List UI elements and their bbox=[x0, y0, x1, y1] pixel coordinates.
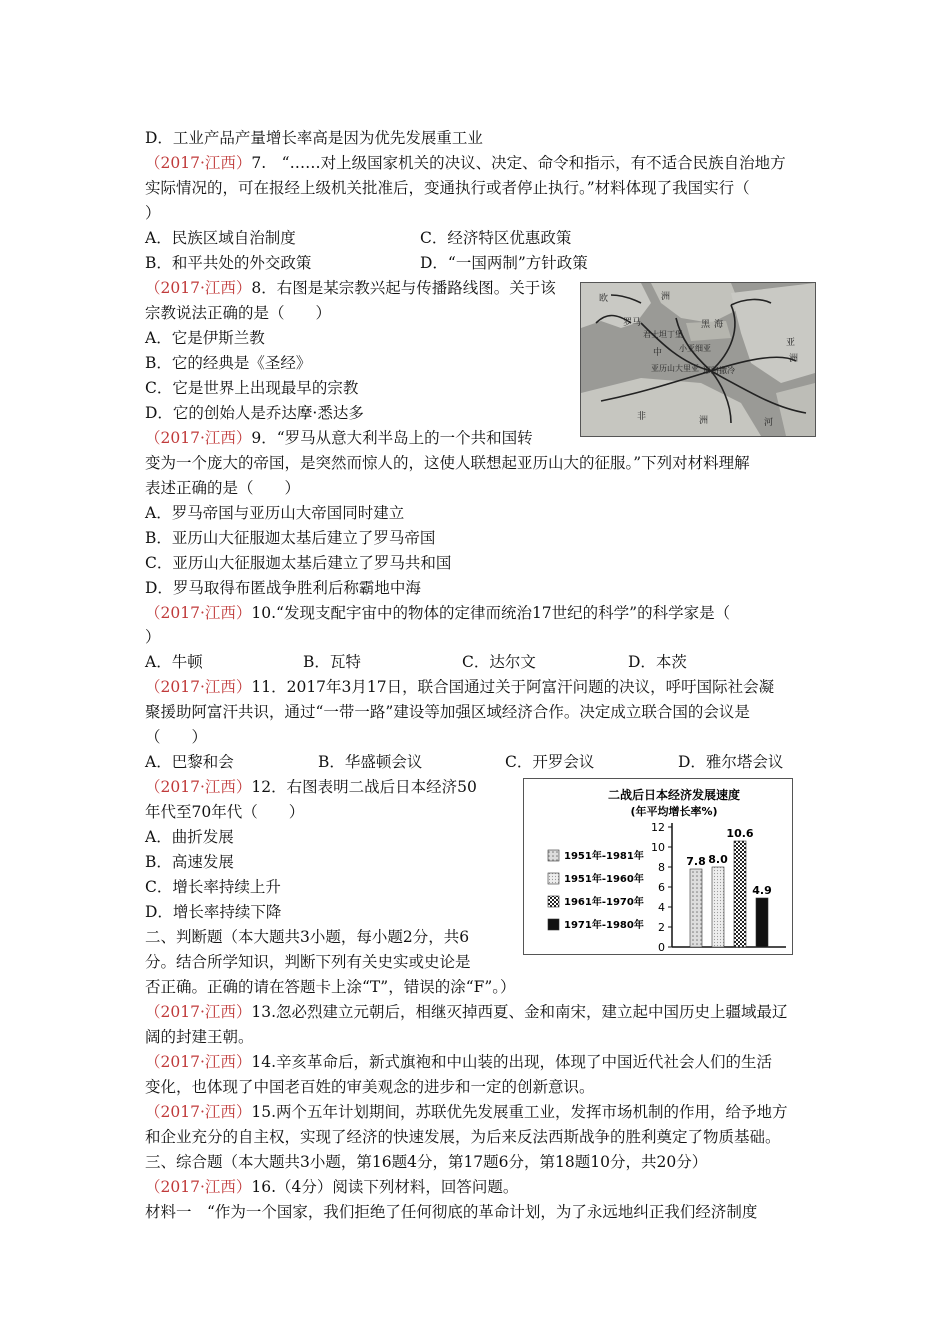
q12-option-a: A．曲折发展 bbox=[145, 828, 234, 846]
africa-land bbox=[581, 378, 761, 436]
asia-land bbox=[731, 283, 815, 383]
map-label-rome: 罗马 bbox=[623, 318, 642, 328]
sec2-line-1: 二、判断题（本大题共3小题，每小题2分，共6 bbox=[145, 928, 470, 946]
q11-option-a: A．巴黎和会 bbox=[145, 753, 234, 771]
q8-line-1 bbox=[145, 278, 556, 298]
q14-source: （2017·江西） bbox=[145, 1053, 252, 1071]
q15-text-1: 15.两个五年计划期间，苏联优先发展重工业，发挥市场机制的作用，给予地方 bbox=[251, 1103, 788, 1121]
sec2-line-3: 否正确。正确的请在答题卡上涂“T”，错误的涂“F”。） bbox=[145, 978, 516, 996]
q8-source: （2017·江西） bbox=[145, 279, 252, 297]
q10-option-b: B．瓦特 bbox=[303, 653, 361, 671]
y-tick-label: 4 bbox=[658, 901, 665, 914]
q12-source: （2017·江西） bbox=[145, 778, 252, 796]
y-tick-label: 0 bbox=[658, 941, 665, 954]
q7-source: （2017·江西） bbox=[145, 154, 252, 172]
arabia-land bbox=[776, 383, 815, 436]
q8-option-d: D．它的创始人是乔达摩·悉达多 bbox=[145, 404, 364, 422]
map-label-he: 河 bbox=[764, 418, 774, 428]
q11-line-1 bbox=[145, 677, 774, 697]
q9-line-1 bbox=[145, 428, 533, 448]
q16-text-1: 16.（4分）阅读下列材料，回答问题。 bbox=[251, 1178, 519, 1196]
sec3-heading: 三、综合题（本大题共3小题，第16题4分，第17题6分，第18题10分，共20分） bbox=[145, 1153, 708, 1171]
q8-option-c: C．它是世界上出现最早的宗教 bbox=[145, 379, 359, 397]
legend-label: 1961年-1970年 bbox=[564, 897, 644, 908]
q7-option-b: B．和平共处的外交政策 bbox=[145, 254, 312, 272]
legend-swatch-1 bbox=[548, 850, 559, 861]
q11-line-2: 聚援助阿富汗共识，通过“一带一路”建设等加强区域经济合作。决定成立联合国的会议是 bbox=[145, 703, 750, 721]
q12-option-b: B．高速发展 bbox=[145, 853, 234, 871]
map-label-constantinople: 君士坦丁堡 bbox=[643, 330, 683, 339]
legend-swatch-3 bbox=[548, 896, 559, 907]
q9-line-3: 表述正确的是（ ） bbox=[145, 479, 301, 497]
map-drawing bbox=[581, 283, 815, 436]
q8-option-a: A．它是伊斯兰教 bbox=[145, 329, 265, 347]
q6-option-d: D．工业产品产量增长率高是因为优先发展重工业 bbox=[145, 129, 483, 147]
map-label-asia-minor: 小亚细亚 bbox=[679, 344, 711, 353]
q9-option-c: C．亚历山大征服迦太基后建立了罗马共和国 bbox=[145, 554, 452, 572]
q8-option-b: B．它的经典是《圣经》 bbox=[145, 354, 312, 372]
q10-text-1: 10.“发现支配宇宙中的物体的定律而统治17世纪的科学”的科学家是（ bbox=[251, 604, 731, 622]
q12-text-1: 12．右图表明二战后日本经济50 bbox=[251, 778, 477, 796]
map-label-sea: 海 bbox=[714, 320, 724, 330]
y-tick-label: 12 bbox=[651, 821, 665, 834]
bar-value-label: 10.6 bbox=[726, 827, 754, 840]
chart-svg bbox=[524, 779, 792, 954]
q13-source: （2017·江西） bbox=[145, 1003, 252, 1021]
q10-line-2: ） bbox=[145, 628, 161, 646]
q14-line-1 bbox=[145, 1052, 772, 1072]
y-tick-label: 6 bbox=[658, 881, 665, 894]
y-tick-label: 2 bbox=[658, 921, 665, 934]
q12-option-c: C．增长率持续上升 bbox=[145, 878, 281, 896]
y-tick-label: 8 bbox=[658, 861, 665, 874]
q13-line-1 bbox=[145, 1002, 788, 1022]
q10-option-a: A．牛顿 bbox=[145, 653, 203, 671]
q13-line-2: 阔的封建王朝。 bbox=[145, 1028, 254, 1046]
map-label-zhou1: 洲 bbox=[661, 292, 671, 302]
q16-line-1 bbox=[145, 1177, 518, 1197]
q9-text-1: 9．“罗马从意大利半岛上的一个共和国转 bbox=[251, 429, 533, 447]
map-label-ya: 亚 bbox=[786, 338, 796, 348]
q7-line-2: 实际情况的，可在报经上级机关批准后，变通执行或者停止执行。”材料体现了我国实行（ bbox=[145, 179, 750, 197]
map-label-fei: 非 bbox=[637, 412, 647, 422]
q14-text-1: 14.辛亥革命后，新式旗袍和中山装的出现，体现了中国近代社会人们的生活 bbox=[251, 1053, 773, 1071]
q11-option-d: D．雅尔塔会议 bbox=[678, 753, 784, 771]
q8-line-2: 宗教说法正确的是（ ） bbox=[145, 304, 332, 322]
q9-option-d: D．罗马取得布匿战争胜利后称霸地中海 bbox=[145, 579, 421, 597]
q12-option-d: D．增长率持续下降 bbox=[145, 903, 282, 921]
q9-option-b: B．亚历山大征服迦太基后建立了罗马帝国 bbox=[145, 529, 436, 547]
q7-text-1: 7. “……对上级国家机关的决议、决定、命令和指示，有不适合民族自治地方 bbox=[251, 154, 786, 172]
q10-option-c: C．达尔文 bbox=[462, 653, 536, 671]
legend-label: 1951年-1960年 bbox=[564, 874, 644, 885]
q12-line-2: 年代至70年代（ ） bbox=[145, 803, 305, 821]
map-label-zhou2: 洲 bbox=[789, 354, 799, 364]
q15-line-2: 和企业充分的自主权，实现了经济的快速发展，为后来反法西斯战争的胜利奠定了物质基础。 bbox=[145, 1128, 781, 1146]
q7-option-c: C．经济特区优惠政策 bbox=[420, 229, 572, 247]
bar-value-label: 4.9 bbox=[752, 884, 772, 897]
map-label-zhou3: 洲 bbox=[699, 416, 709, 426]
chart-title: 二战后日本经济发展速度 bbox=[607, 788, 741, 802]
map-label-black: 黑 bbox=[701, 320, 711, 330]
bar-value-label: 7.8 bbox=[686, 855, 706, 868]
map-label-alexandria: 亚历山大里亚 bbox=[651, 364, 699, 373]
chart-subtitle: (年平均增长率%) bbox=[630, 805, 718, 818]
q10-source: （2017·江西） bbox=[145, 604, 252, 622]
bar-2 bbox=[712, 867, 724, 947]
q9-source: （2017·江西） bbox=[145, 429, 252, 447]
q7-option-d: D．“一国两制”方针政策 bbox=[420, 254, 588, 272]
q7-option-a: A．民族区域自治制度 bbox=[145, 229, 296, 247]
legend-label: 1971年-1980年 bbox=[564, 920, 644, 931]
sec2-line-2: 分。结合所学知识，判断下列有关史实或史论是 bbox=[145, 953, 471, 971]
q11-source: （2017·江西） bbox=[145, 678, 252, 696]
bar-1 bbox=[690, 869, 702, 947]
q9-option-a: A．罗马帝国与亚历山大帝国同时建立 bbox=[145, 504, 405, 522]
map-label-zhong: 中 bbox=[653, 348, 663, 358]
q10-option-d: D．本茨 bbox=[628, 653, 687, 671]
q11-text-1: 11．2017年3月17日，联合国通过关于阿富汗问题的决议，呼吁国际社会凝 bbox=[251, 678, 775, 696]
q13-text-1: 13.忽必烈建立元朝后，相继灭掉西夏、金和南宋，建立起中国历史上疆域最辽 bbox=[251, 1003, 788, 1021]
map-label-jerusalem: 耶路撒冷 bbox=[703, 366, 735, 375]
q12-line-1 bbox=[145, 777, 477, 797]
bar-value-label: 8.0 bbox=[708, 853, 728, 866]
material-1-line: 材料一 “作为一个国家，我们拒绝了任何彻底的革命计划，为了永远地纠正我们经济制度 bbox=[145, 1203, 758, 1221]
legend-swatch-2 bbox=[548, 873, 559, 884]
q8-text-1: 8．右图是某宗教兴起与传播路线图。关于该 bbox=[251, 279, 556, 297]
q15-source: （2017·江西） bbox=[145, 1103, 252, 1121]
legend-label: 1951年-1981年 bbox=[564, 851, 644, 862]
japan-economy-chart bbox=[523, 778, 793, 955]
map-label-eu: 欧 bbox=[599, 294, 609, 304]
q15-line-1 bbox=[145, 1102, 788, 1122]
q16-source: （2017·江西） bbox=[145, 1178, 252, 1196]
q11-option-c: C．开罗会议 bbox=[505, 753, 595, 771]
legend-swatch-4 bbox=[548, 919, 559, 930]
q7-line-3: ） bbox=[145, 204, 161, 222]
q11-option-b: B．华盛顿会议 bbox=[318, 753, 423, 771]
religion-spread-map bbox=[580, 282, 816, 437]
y-tick-label: 10 bbox=[651, 841, 665, 854]
q11-line-3: （ ） bbox=[145, 728, 208, 746]
bar-3 bbox=[734, 841, 746, 947]
bar-4 bbox=[756, 898, 768, 947]
q9-line-2: 变为一个庞大的帝国，是突然而惊人的，这使人联想起亚历山大的征服。”下列对材料理解 bbox=[145, 454, 750, 472]
q7-line-1 bbox=[145, 153, 786, 173]
q10-line-1 bbox=[145, 603, 730, 623]
q14-line-2: 变化，也体现了中国老百姓的审美观念的进步和一定的创新意识。 bbox=[145, 1078, 595, 1096]
